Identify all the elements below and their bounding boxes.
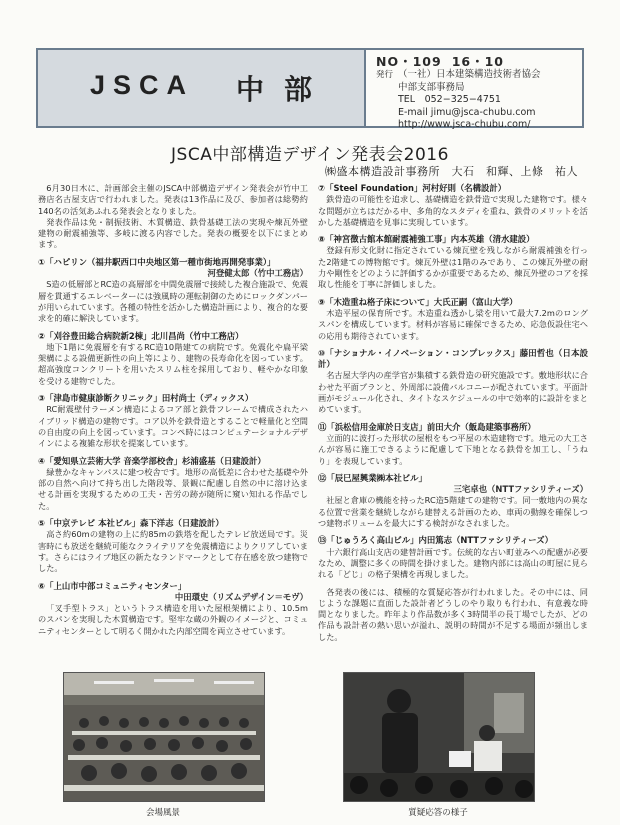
item-presenter: 三宅卓也（NTTファシリティーズ） [453, 484, 588, 495]
venue-photo [63, 672, 265, 802]
issue-date: 16・10 [451, 54, 504, 69]
presentation-item [38, 393, 308, 449]
presentation-item [38, 331, 308, 387]
qa-photo-caption: 質疑応答の様子 [408, 808, 468, 818]
masthead-brand [38, 50, 366, 126]
item-heading: ⑪「浜松信用金庫於日支店」前田大介（飯島建築事務所） [318, 421, 536, 432]
item-text: 名古屋大学内の産学官が集積する鉄骨造の研究施設です。敷地形状に合わせた平面プランと、外周部に設備バルコニーが配されています。平面計画がモジュール化され、タイトなスケジュールの中で効率的に設計をまとめています。 [318, 370, 588, 415]
item-heading: ⑨「木造重ね格子床について」大氏正嗣（富山大学） [318, 296, 518, 307]
item-text: 社屋と倉庫の機能を持ったRC造5階建ての建物です。同一敷地内の異なる位置で営業を継続しながら建替える計画のため、車両の動線を確保しつつ建物ボリュームを最大にする検討がなされました。 [318, 495, 588, 529]
item-text: 木造平屋の保育所です。木造重ね透かし梁を用いて最大7.2mのロングスパンを構成しています。材料が容易に確保できるため、応急仮設住宅への応用も期待されています。 [318, 307, 588, 341]
issue-info [376, 54, 582, 132]
item-text: S造の低層部とRC造の高層部を中間免震層で接続した複合施設で、免震層を貫通するエレベーターには強風時の運転制御のためにロックダンパーが用いられています。各種の特性を活かした構造計画により、複合的な要求を的確に解決しています。 [38, 279, 308, 324]
item-heading: ①「ハピリン（福井駅西口中央地区第一種市街地再開発事業）」 [38, 256, 276, 267]
presentation-item [318, 535, 588, 580]
branch-office: 中部支部事務局 [398, 81, 465, 93]
presentation-item [38, 581, 308, 637]
item-heading: ⑥「上山市中部コミュニティセンター」 [38, 580, 187, 591]
intro-paragraph-1: 6月30日木に、計画部会主催のJSCA中部構造デザイン発表会が竹中工務店名古屋支店で行われました。発表は13作品に及び、参加者は総勢約140名の活気あふれる発表会となりました。 [38, 183, 308, 216]
item-heading: ⑬「じゅうろく高山ビル」内田篤志（NTTファシリティーズ） [318, 535, 553, 546]
publisher-name: （一社）日本建築構造技術者協会 [398, 69, 541, 80]
venue-photo-caption: 会場風景 [145, 808, 180, 818]
qa-photo [343, 672, 535, 802]
item-presenter: 河登健太郎（竹中工務店） [207, 268, 308, 279]
item-presenter: 中田環史（リズムデザイン＝モヴ） [174, 591, 308, 602]
presentation-item [318, 473, 588, 529]
item-text: 鉄骨造の可能性を追求し、基礎構造を鉄骨造で実現した建物です。様々な問題が立ちはだかる中、多角的なスタディを重ね、鉄骨のメリットを活かした基礎構造を見事に実現しています。 [318, 194, 588, 227]
website-link[interactable]: http://www.jsca-chubu.com/ [398, 119, 531, 130]
item-heading: ⑦「Steel Foundation」河村好則（名構設計） [318, 183, 507, 193]
left-column [38, 183, 308, 637]
tel: TEL 052−325−4751 [398, 94, 501, 105]
item-text: 緑豊かなキャンパスに建つ校舎です。地形の高低差に合わせた基礎や外部の自然へ向けて持ち出した階段等、景観に配慮し自然の中に溶け込ませる計画を実現するための工夫・苦労の跡が随所に窺い知れる作品でした。 [38, 466, 308, 511]
article-author: ㈱盛本構造設計事務所 大石 和輝、上條 祐人 [325, 165, 578, 178]
publisher-label: 発行 [376, 70, 394, 80]
presentation-item [318, 297, 588, 342]
presentation-item [318, 234, 588, 290]
presentation-item [318, 348, 588, 416]
closing-paragraph: 各発表の後には、積極的な質疑応答が行われました。その中には、同じような課題に直面した設計者どうしのやり取りも行われ、有意義な時間となりました。昨年より作品数が多く3時間半の長丁場でしたが、どの作品も設計者の熱い思いが溢れ、説明の時間が不足する場面が頻出しました。 [318, 586, 588, 642]
item-heading: ⑧「神宮徴古館本館耐震補強工事」内本英雄（清水建設） [318, 234, 535, 245]
item-heading: ⑫「辰巳屋興業㈱本社ビル」 [318, 472, 427, 483]
qa-photo-illustration [344, 673, 534, 801]
item-heading: ⑩「ナショナル・イノベーション・コンプレックス」藤田哲也（日本設計） [318, 347, 588, 370]
item-heading: ④「愛知県立芸術大学 音楽学部校舎」杉浦盛基（日建設計） [38, 455, 266, 466]
presentation-item [38, 257, 308, 325]
article-title: JSCA中部構造デザイン発表会2016 [171, 145, 449, 165]
issue-no: NO・109 [376, 54, 442, 69]
item-text: 立面的に波打った形状の屋根をもつ平屋の木造建物です。地元の大工さんが容易に施工できるように配慮して下地となる鉄骨を加工し、「うねり」を表現しています。 [318, 432, 588, 466]
item-text: 十六銀行高山支店の建替計画です。伝統的な古い町並みへの配慮が必要なため、調整に多くの時間を掛けました。建物内部には高山の町屋に見られる「どじ」の格子架構を再現しました。 [318, 546, 588, 580]
issue-number [376, 54, 582, 69]
item-heading: ③「津島市健康診断クリニック」田村尚士（ディックス） [38, 393, 254, 404]
brand-chubu: 中部 [236, 73, 333, 106]
right-column [318, 183, 588, 643]
item-text: 高さ約60mの建物の上に約85mの鉄塔を配したテレビ放送局です。災害時にも放送を継続可能なクライテリアを免震構造によりクリアしています。さらにはライブ地区の新たなランドマークとして存在感を放つ建物でした。 [38, 529, 308, 574]
masthead [36, 48, 584, 128]
item-text: 登録有形文化財に指定されている煉瓦壁を残しながら耐震補強を行った2階建ての博物館です。煉瓦外壁は1階のみであり、この煉瓦外壁の耐力や剛性をどのように評価するかが重要であるため、煉瓦外壁のコアを採取し性能を丁寧に評価しました。 [318, 245, 588, 290]
item-text: 「叉手型トラス」というトラス構造を用いた屋根架構により、10.5mのスパンを実現した木質構造です。堅牢な蔵の外観のイメージと、コミュニティセンターとして明るく開かれた内部空間を両立させています。 [38, 603, 308, 636]
email-link[interactable]: E-mail jimu@jsca-chubu.com [398, 106, 536, 118]
brand-jsca: JSCA [90, 70, 195, 100]
intro-paragraph-2: 発表作品は免・制振技術、木質構造、鉄骨基礎工法の実現や煉瓦外壁建物の耐震補強等、多岐に渡る内容でした。発表の概要を以下にまとめます。 [38, 216, 308, 250]
item-text: 地下1階に免震層を有するRC造10階建ての病院です。免震化や扁平梁架構による設備更新性の向上等により、建物の長寿命化を図っています。超高強度コンクリートを用いたスリム柱を採用しており、軽やかな印象を受ける建物でした。 [38, 341, 308, 386]
item-heading: ②「刈谷豊田総合病院新2棟」北川昌尚（竹中工務店） [38, 330, 244, 341]
item-text: RC耐震壁付ラーメン構造によるコア部と鉄骨フレームで構成されたハイブリッド構造の建物です。コア以外を鉄骨造とすることで軽量化と空間の自由度の向上を図っています。コンペ時にはコンピュテーショナルデザインによる複雑な形状を提案しています。 [38, 404, 308, 449]
presentation-item [38, 456, 308, 512]
presentation-item [318, 422, 588, 467]
item-heading: ⑤「中京テレビ 本社ビル」森下洋志（日建設計） [38, 518, 224, 529]
presentation-item [318, 183, 588, 228]
venue-photo-illustration [64, 673, 264, 801]
presentation-item [38, 518, 308, 574]
